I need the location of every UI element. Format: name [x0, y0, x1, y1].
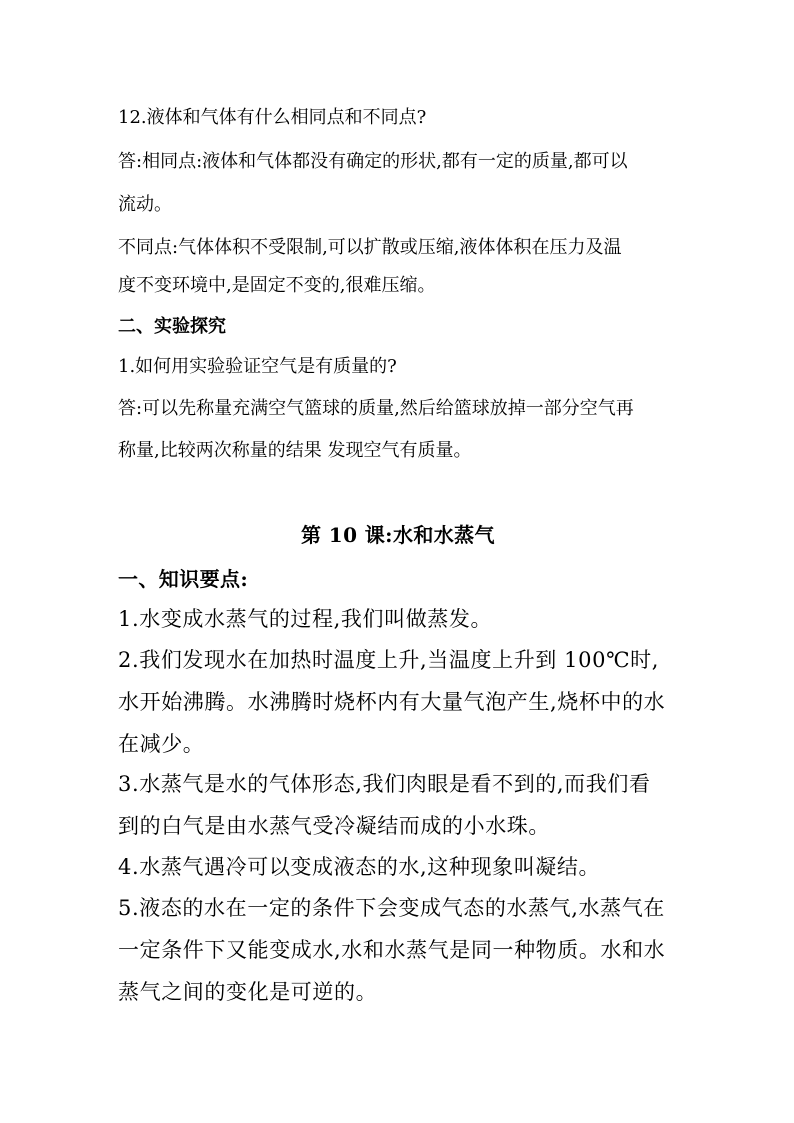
lesson-title: 第 10 课:水和水蒸气 [301, 523, 495, 547]
question-12: 12.液体和气体有什么相同点和不同点? [118, 107, 427, 128]
experiment-answer-line2: 称量,比较两次称量的结果 发现空气有质量。 [118, 440, 472, 461]
point-3-line2: 到的白气是由水蒸气受冷凝结而成的小水珠。 [118, 814, 550, 838]
heading-knowledge-points: 一、知识要点: [118, 567, 249, 591]
question-12-difference-line2: 度不变环境中,是固定不变的,很难压缩。 [118, 275, 436, 296]
question-12-difference-line1: 不同点:气体体积不受限制,可以扩散或压缩,液体体积在压力及温 [118, 237, 622, 258]
question-12-answer-line2: 流动。 [118, 194, 172, 215]
experiment-question-1: 1.如何用实验验证空气是有质量的? [118, 356, 397, 377]
question-12-answer-line1: 答:相同点:液体和气体都没有确定的形状,都有一定的质量,都可以 [118, 151, 628, 172]
experiment-answer-line1: 答:可以先称量充满空气篮球的质量,然后给篮球放掉一部分空气再 [118, 398, 634, 419]
point-5-line1: 5.液态的水在一定的条件下会变成气态的水蒸气,水蒸气在 [118, 896, 665, 920]
heading-experiment: 二、实验探究 [118, 316, 226, 337]
point-2-line1: 2.我们发现水在加热时温度上升,当温度上升到 100℃时, [118, 648, 660, 672]
point-2-line3: 在减少。 [118, 732, 205, 756]
point-5-line2: 一定条件下又能变成水,水和水蒸气是同一种物质。水和水 [118, 938, 666, 962]
point-3-line1: 3.水蒸气是水的气体形态,我们肉眼是看不到的,而我们看 [118, 772, 651, 796]
point-5-line3: 蒸气之间的变化是可逆的。 [118, 980, 378, 1004]
point-4: 4.水蒸气遇冷可以变成液态的水,这种现象叫凝结。 [118, 855, 601, 879]
point-2-line2: 水开始沸腾。水沸腾时烧杯内有大量气泡产生,烧杯中的水 [118, 690, 666, 714]
point-1: 1.水变成水蒸气的过程,我们叫做蒸发。 [118, 607, 493, 631]
